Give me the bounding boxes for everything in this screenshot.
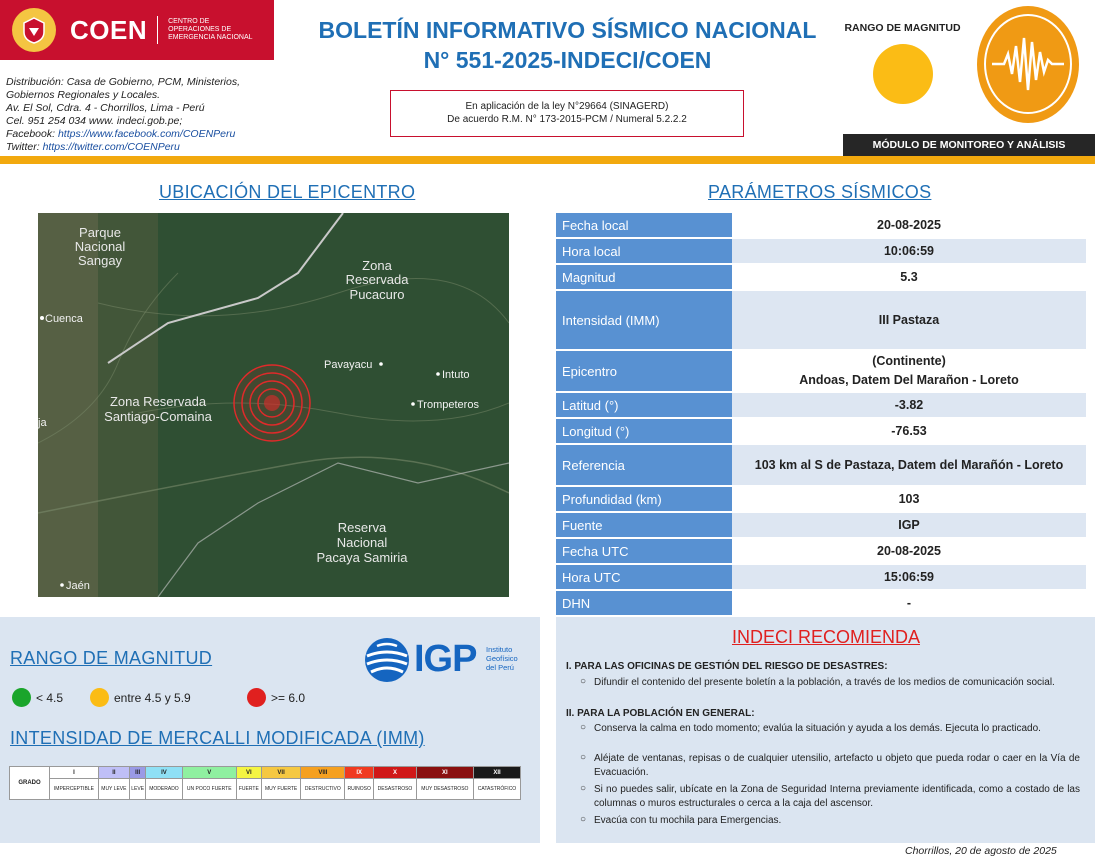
legend-item-low bbox=[12, 688, 63, 707]
map-label-ja: ja bbox=[38, 417, 47, 429]
param-value-text: 20-08-2025 bbox=[877, 543, 941, 558]
param-row-dhn bbox=[556, 591, 1086, 615]
map-label-trompeteros: Trompeteros bbox=[417, 399, 479, 411]
epicenter-marker bbox=[234, 365, 310, 441]
distribution-line-1: Distribución: Casa de Gobierno, PCM, Ministerios, bbox=[6, 76, 241, 88]
imm-level-desc: MUY FUERTE bbox=[261, 779, 301, 800]
igp-globe-icon bbox=[363, 636, 411, 684]
param-label: Intensidad (IMM) bbox=[556, 291, 732, 349]
param-row-epicentro bbox=[556, 351, 1086, 391]
legend-label: < 4.5 bbox=[36, 690, 64, 705]
module-bar: MÓDULO DE MONITOREO Y ANÁLISIS bbox=[843, 134, 1095, 156]
map-label-pucacuro-1: Zona bbox=[362, 258, 392, 273]
imm-level-num: IV bbox=[146, 767, 182, 779]
param-label: Fecha UTC bbox=[556, 539, 732, 563]
bullet-icon: ○ bbox=[580, 783, 587, 794]
param-value-text: IGP bbox=[898, 517, 920, 532]
magnitude-heading: RANGO DE MAGNITUD bbox=[10, 648, 213, 668]
bullet-icon: ○ bbox=[580, 752, 587, 763]
legend-item-high bbox=[247, 688, 305, 707]
param-value-text: -3.82 bbox=[894, 397, 924, 412]
param-value-text: 15:06:59 bbox=[883, 569, 935, 584]
igp-sub-2: Geofísico bbox=[486, 654, 518, 663]
imm-level-num: XI bbox=[416, 767, 473, 779]
param-label: Fuente bbox=[556, 513, 732, 537]
magnitude-indicator-dot bbox=[873, 44, 933, 104]
param-row-magnitud bbox=[556, 265, 1086, 289]
param-value bbox=[732, 513, 1086, 537]
legend-dot-yellow bbox=[90, 688, 109, 707]
header-separator bbox=[0, 156, 1095, 164]
distribution-line-2: Gobiernos Regionales y Locales. bbox=[6, 89, 161, 101]
legend-label: >= 6.0 bbox=[271, 690, 306, 705]
imm-grado-label: GRADO bbox=[10, 767, 50, 800]
imm-level-num: VI bbox=[236, 767, 261, 779]
imm-level-desc: FUERTE bbox=[236, 779, 261, 800]
twitter-line bbox=[6, 141, 180, 153]
igp-sub-1: Instituto bbox=[486, 645, 513, 654]
param-row-latitud bbox=[556, 393, 1086, 417]
param-label: Fecha local bbox=[556, 213, 732, 237]
imm-level-desc: MODERADO bbox=[146, 779, 182, 800]
imm-level-desc: UN POCO FUERTE bbox=[182, 779, 236, 800]
param-value-text-2: Andoas, Datem Del Marañon - Loreto bbox=[799, 373, 1019, 387]
imm-level-num: XII bbox=[473, 767, 520, 779]
legend-item-mid bbox=[90, 688, 191, 707]
param-value-text: (Continente) bbox=[872, 354, 946, 368]
imm-level-num: I bbox=[50, 767, 99, 779]
param-value bbox=[732, 591, 1086, 615]
coen-sub-3: EMERGENCIA NACIONAL bbox=[168, 34, 253, 41]
epicenter-heading: UBICACIÓN DEL EPICENTRO bbox=[159, 182, 416, 202]
param-row-intensidad bbox=[556, 291, 1086, 349]
facebook-label: Facebook: bbox=[6, 128, 58, 140]
map-label-santiago-2: Santiago-Comaina bbox=[104, 409, 212, 424]
coen-divider bbox=[157, 16, 158, 44]
legend-label: entre 4.5 y 5.9 bbox=[114, 690, 191, 705]
param-row-fuente bbox=[556, 513, 1086, 537]
epicenter-map[interactable] bbox=[38, 213, 509, 597]
footer-date: Chorrillos, 20 de agosto de 2025 bbox=[905, 845, 1057, 857]
imm-level-desc: DESASTROSO bbox=[374, 779, 417, 800]
param-value bbox=[732, 565, 1086, 589]
law-line-1: En aplicación de la ley N°29664 (SINAGERD) bbox=[465, 101, 669, 112]
bullet-icon: ○ bbox=[580, 676, 587, 687]
param-value bbox=[732, 393, 1086, 417]
param-value bbox=[732, 445, 1086, 485]
imm-level-desc: CATASTRÓFICO bbox=[473, 779, 520, 800]
param-row-hora-utc bbox=[556, 565, 1086, 589]
param-value bbox=[732, 539, 1086, 563]
param-value bbox=[732, 265, 1086, 289]
imm-level-num: VIII bbox=[301, 767, 345, 779]
imm-level-num: X bbox=[374, 767, 417, 779]
param-label: DHN bbox=[556, 591, 732, 615]
param-label: Hora local bbox=[556, 239, 732, 263]
map-label-pacaya-1: Reserva bbox=[337, 520, 387, 535]
bulletin-number: N° 551-2025-INDECI/COEN bbox=[423, 47, 712, 73]
peru-emblem-icon bbox=[12, 8, 56, 52]
imm-level-num: II bbox=[98, 767, 129, 779]
seismograph-icon bbox=[984, 14, 1072, 114]
twitter-label: Twitter: bbox=[6, 141, 43, 153]
law-line-2: De acuerdo R.M. N° 173-2015-PCM / Numeral 5.2.2.2 bbox=[447, 114, 687, 125]
param-value-text: 10:06:59 bbox=[883, 243, 935, 258]
param-label: Latitud (°) bbox=[556, 393, 732, 417]
param-value bbox=[732, 291, 1086, 349]
igp-name: IGP bbox=[414, 638, 477, 680]
map-label-pucacuro-2: Reservada bbox=[345, 272, 409, 287]
param-label: Hora UTC bbox=[556, 565, 732, 589]
param-value bbox=[732, 419, 1086, 443]
param-label: Epicentro bbox=[556, 351, 732, 391]
param-value bbox=[732, 487, 1086, 511]
param-value-text: 103 km al S de Pastaza, Datem del Marañón - Loreto bbox=[754, 457, 1064, 472]
bulletin-title: BOLETÍN INFORMATIVO SÍSMICO NACIONAL bbox=[318, 17, 817, 43]
coen-sub-2: OPERACIONES DE bbox=[168, 26, 232, 33]
map-label-jaen: Jaén bbox=[66, 580, 90, 592]
coen-sub-1: CENTRO DE bbox=[168, 18, 210, 25]
igp-subtitle bbox=[486, 645, 518, 672]
map-label-pavayacu: Pavayacu bbox=[324, 359, 373, 371]
param-label: Longitud (°) bbox=[556, 419, 732, 443]
coen-logo-box bbox=[0, 0, 274, 60]
bullet-icon: ○ bbox=[580, 814, 587, 825]
facebook-line bbox=[6, 128, 235, 140]
param-value bbox=[732, 351, 1086, 391]
map-label-cuenca: Cuenca bbox=[45, 313, 83, 325]
reco-item-4: Si no puedes salir, ubícate en la Zona de Seguridad Interna previamente identificada, como a costado de las columnas o muros estructurales o cerca a la caja del ascensor. bbox=[594, 784, 1080, 809]
facebook-link[interactable]: https://www.facebook.com/COENPeru bbox=[57, 128, 236, 140]
twitter-link[interactable]: https://twitter.com/COENPeru bbox=[42, 141, 180, 153]
igp-sub-3: del Perú bbox=[486, 663, 514, 672]
reco-item-5: Evacúa con tu mochila para Emergencias. bbox=[594, 815, 782, 826]
law-box bbox=[390, 90, 744, 137]
params-heading: PARÁMETROS SÍSMICOS bbox=[708, 182, 932, 202]
imm-table bbox=[9, 766, 521, 800]
legend-dot-red bbox=[247, 688, 266, 707]
imm-level-desc: LEVE bbox=[129, 779, 145, 800]
map-label-parque-3: Sangay bbox=[77, 253, 123, 268]
coen-subtitle bbox=[168, 18, 252, 42]
reco-section-2: II. PARA LA POBLACIÓN EN GENERAL: bbox=[566, 708, 755, 719]
map-label-pucacuro-3: Pucacuro bbox=[349, 287, 405, 302]
map-label-pacaya-3: Pacaya Samiria bbox=[316, 550, 408, 565]
params-table bbox=[556, 213, 1086, 617]
param-label: Magnitud bbox=[556, 265, 732, 289]
param-row-fecha-local bbox=[556, 213, 1086, 237]
imm-level-desc: IMPERCEPTIBLE bbox=[50, 779, 99, 800]
map-label-santiago-1: Zona Reservada bbox=[109, 394, 207, 409]
reco-item-1: Difundir el contenido del presente boletín a la población, a través de los medios de comunicación social. bbox=[594, 677, 1055, 688]
legend-dot-green bbox=[12, 688, 31, 707]
reco-section-1: I. PARA LAS OFICINAS DE GESTIÓN DEL RIESGO DE DESASTRES: bbox=[566, 661, 888, 672]
param-value bbox=[732, 239, 1086, 263]
imm-level-num: IX bbox=[345, 767, 374, 779]
imm-level-desc: MUY LEVE bbox=[98, 779, 129, 800]
param-value bbox=[732, 213, 1086, 237]
map-label-parque-1: Parque bbox=[79, 225, 121, 240]
map-label-pacaya-2: Nacional bbox=[336, 535, 388, 550]
imm-heading: INTENSIDAD DE MERCALLI MODIFICADA (IMM) bbox=[10, 728, 425, 748]
param-row-profundidad bbox=[556, 487, 1086, 511]
param-value-text: III Pastaza bbox=[878, 312, 940, 327]
param-row-referencia bbox=[556, 445, 1086, 485]
magnitude-range-label: RANGO DE MAGNITUD bbox=[844, 22, 961, 34]
param-value-text: 20-08-2025 bbox=[877, 217, 941, 232]
param-row-hora-local bbox=[556, 239, 1086, 263]
param-value-text: -76.53 bbox=[891, 423, 927, 438]
bullet-icon: ○ bbox=[580, 722, 587, 733]
param-label: Referencia bbox=[556, 445, 732, 485]
coen-name: COEN bbox=[70, 14, 148, 45]
map-label-parque-2: Nacional bbox=[74, 239, 126, 254]
imm-level-num: VII bbox=[261, 767, 301, 779]
param-value-text: - bbox=[906, 595, 912, 610]
reco-item-2: Conserva la calma en todo momento; evalúa la situación y ayuda a los demás. Ejecuta lo practicado. bbox=[594, 723, 1041, 734]
param-label: Profundidad (km) bbox=[556, 487, 732, 511]
param-value-text: 5.3 bbox=[900, 269, 918, 284]
distribution-line-4: Cel. 951 254 034 www. indeci.gob.pe; bbox=[6, 115, 183, 127]
recommendations-title: INDECI RECOMIENDA bbox=[731, 627, 920, 647]
param-row-fecha-utc bbox=[556, 539, 1086, 563]
distribution-line-3: Av. El Sol, Cdra. 4 - Chorrillos, Lima - Perú bbox=[6, 102, 205, 114]
map-label-intuto: Intuto bbox=[442, 369, 470, 381]
imm-level-num: V bbox=[182, 767, 236, 779]
param-value-text: 103 bbox=[898, 491, 920, 506]
imm-level-desc: DESTRUCTIVO bbox=[301, 779, 345, 800]
reco-item-3: Aléjate de ventanas, repisas o de cualquier utensilio, artefacto u objeto que pueda rodar o caer en la Vía de Evacuación. bbox=[594, 753, 1080, 778]
param-row-longitud bbox=[556, 419, 1086, 443]
imm-level-desc: RUINOSO bbox=[345, 779, 374, 800]
imm-level-num: III bbox=[129, 767, 145, 779]
imm-level-desc: MUY DESASTROSO bbox=[416, 779, 473, 800]
